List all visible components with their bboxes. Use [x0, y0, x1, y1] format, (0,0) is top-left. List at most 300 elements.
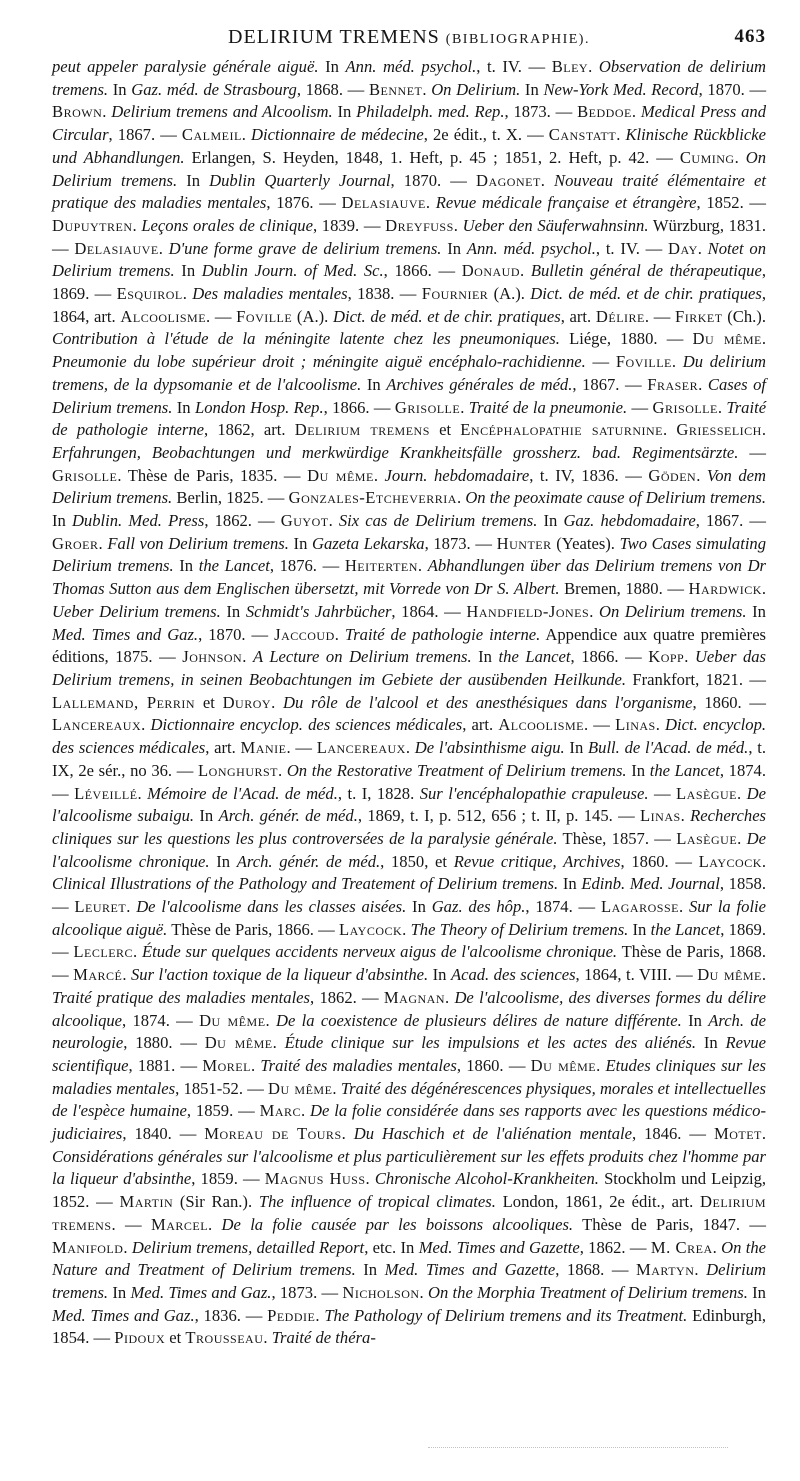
citation-text: .: [520, 261, 531, 281]
work-title: Nouveau traité élémentaire et pratique des maladies mentales: [52, 170, 767, 213]
citation-text: .: [419, 1282, 428, 1302]
citation-text: .: [761, 851, 767, 871]
work-title: Erfahrungen, Beobachtungen und merkwürdige Krankheitsfälle grossherz. bad. Regimentsärzte.: [52, 442, 739, 462]
work-title: Klinische Rückblicke und Abhandlungen.: [52, 125, 767, 167]
work-title: Traité de théra-: [271, 1328, 376, 1348]
work-title: Ueber den Säuferwahnsinn.: [462, 215, 649, 235]
citation-text: , 1867. —: [695, 511, 767, 531]
work-title: Ueber das Delirium tremens, in seinen Beobachtungen im Gebiete der ausübenden Heilkunde.: [52, 647, 767, 689]
author-name: Fraser: [647, 374, 699, 394]
work-title: Fall von Delirium tremens.: [107, 533, 289, 553]
author-name: Firket: [675, 306, 723, 326]
author-name: Calmeil: [181, 125, 242, 145]
author-name: Encéphalopathie saturnine: [460, 420, 663, 440]
author-name: Léveillé: [74, 783, 138, 803]
citation-text: In: [537, 511, 564, 531]
work-title: Archives générales de méd.: [386, 374, 573, 394]
work-title: Des maladies mentales: [192, 284, 348, 304]
citation-text: (A.).: [488, 284, 531, 304]
citation-text: .: [137, 783, 148, 803]
citation-text: , 1862. —: [579, 1237, 651, 1257]
citation-text: .: [453, 215, 463, 235]
author-name: Duroy: [222, 692, 272, 712]
citation-text: et: [429, 420, 461, 440]
citation-text: —: [648, 783, 677, 803]
work-title: the Lancet: [198, 556, 270, 576]
author-name: Laycock: [698, 851, 762, 871]
citation-text: .: [341, 1124, 354, 1144]
author-name: Dupuytren: [52, 215, 133, 235]
citation-text: In: [428, 965, 451, 985]
author-name: M. Crea: [650, 1237, 713, 1257]
citation-text: .: [365, 1169, 375, 1189]
citation-text: In: [177, 170, 210, 190]
citation-text: Frankfort, 1821. —: [626, 669, 766, 689]
author-name: Dreyfuss: [385, 215, 454, 235]
author-name: Delirium tremens: [52, 1192, 766, 1234]
work-title: Gazeta Lekarska: [312, 533, 425, 553]
author-name: Jaccoud: [274, 624, 335, 644]
citation-text: In: [220, 601, 246, 621]
citation-text: , 1864, t. VIII. —: [575, 965, 698, 985]
citation-text: .: [761, 965, 766, 985]
citation-text: , 1860. —: [692, 692, 767, 712]
citation-text: In: [558, 874, 582, 894]
citation-text: Thèse de Paris, 1866. —: [167, 919, 339, 939]
citation-text: .: [208, 1214, 222, 1234]
citation-text: , 1838. —: [347, 284, 422, 304]
citation-text: —: [627, 397, 653, 417]
author-name: Du même: [307, 465, 374, 485]
citation-text: , t. IV. —: [595, 238, 669, 258]
work-title: Medical Press and Circular: [52, 102, 766, 145]
citation-text: (Yeates).: [551, 533, 620, 553]
work-title: Abhandlungen über das Delirium tremens von Dr Thomas Sutton aus dem Englischen übersetzt, mit Vorrede von Dr S. Albert.: [52, 556, 767, 599]
work-title: Ann. méd. psychol.: [345, 57, 477, 76]
work-title: Edinb. Med. Journal: [581, 874, 720, 894]
running-title-main: DELIRIUM TREMENS: [228, 26, 440, 48]
work-title: Schmidt's Jahrbücher: [245, 601, 392, 621]
work-title: Dict. encyclop. des sciences médicales: [52, 715, 767, 758]
citation-text: .: [241, 125, 252, 145]
running-title-subtitle: (BIBLIOGRAPHIE).: [445, 32, 590, 47]
work-title: Pneumonie du lobe supérieur droit ; méningite aiguë encéphalo-rachidienne.: [52, 352, 586, 372]
author-name: Cuming: [679, 147, 735, 167]
citation-text: In: [626, 760, 650, 780]
citation-text: , 1874. —: [525, 897, 601, 917]
work-title: The Pathology of Delirium tremens and its Treatment.: [324, 1305, 688, 1325]
citation-text: .: [460, 397, 469, 417]
citation-text: .: [278, 760, 287, 780]
citation-text: , 1881. —: [128, 1055, 203, 1075]
work-title: Considérations générales sur l'alcoolisme et plus particulièrement sur les effets produits chez l'homme par la liqueur d'absinthe: [52, 1146, 766, 1189]
author-name: Du même: [268, 1078, 333, 1098]
citation-text: , 1852. —: [696, 193, 767, 213]
work-title: Dictionnaire de médecine: [251, 125, 424, 145]
citation-text: .: [663, 420, 677, 440]
citation-text: , 1866. —: [570, 647, 649, 667]
citation-text: .: [182, 284, 193, 304]
citation-text: .: [631, 102, 641, 122]
citation-text: . —: [206, 306, 237, 326]
work-title: On the Nature and Treatment of Delirium tremens.: [52, 1237, 767, 1280]
work-title: Sur la folie alcoolique aiguë.: [52, 897, 767, 939]
author-name: Moreau de Tours: [204, 1124, 342, 1144]
citation-text: .: [402, 919, 411, 939]
author-name: Guyot: [280, 511, 329, 531]
author-name: Du même: [199, 1010, 266, 1030]
citation-text: In: [441, 238, 467, 258]
work-title: On Delirium tremens.: [598, 601, 747, 621]
work-title: Arch. génér. de méd.: [236, 851, 381, 871]
work-title: De l'alcoolisme chronique.: [52, 828, 766, 871]
work-title: the Lancet: [650, 919, 721, 939]
citation-text: . —: [644, 306, 675, 326]
citation-text: .: [122, 965, 131, 985]
work-title: Du delirium tremens, de la dypsomanie et de l'alcoolisme.: [52, 352, 766, 394]
author-name: Morel: [202, 1055, 251, 1075]
citation-text: , 1874. —: [122, 1010, 200, 1030]
citation-text: et: [165, 1328, 186, 1348]
work-title: Étude clinique sur les impulsions et les actes des aliénés.: [284, 1033, 697, 1053]
author-name: Hardwick: [688, 579, 762, 599]
citation-text: , 1867. —: [108, 125, 182, 145]
citation-text: .: [132, 215, 142, 235]
citation-text: , 1840. —: [122, 1124, 205, 1144]
citation-text: Erlangen, S. Heyden, 1848, 1. Heft, p. 45 ; 1851, 2. Heft, p. 42. —: [184, 147, 680, 167]
citation-text: .: [373, 465, 385, 485]
book-page: [52, 22, 766, 1350]
running-head: [52, 22, 766, 52]
work-title: The Theory of Delirium tremens.: [410, 919, 629, 939]
citation-text: .: [425, 193, 436, 213]
author-name: Martyn: [636, 1260, 695, 1280]
author-name: Leuret: [74, 897, 127, 917]
work-title: A Lecture on Delirium tremens.: [252, 647, 472, 667]
author-name: Magnan: [383, 987, 446, 1007]
citation-text: .: [655, 715, 666, 735]
author-name: Beddoe: [577, 102, 632, 122]
author-name: Grisolle: [394, 397, 461, 417]
work-title: Delirium tremens and Alcoolism.: [111, 102, 333, 122]
citation-text: , 1858. —: [52, 874, 766, 917]
author-name: Manifold: [52, 1237, 124, 1257]
citation-text: In: [355, 1260, 385, 1280]
citation-text: , 1859. —: [186, 1101, 260, 1121]
citation-text: , 1864, art.: [52, 284, 767, 326]
work-title: D'une forme grave de delirium tremens.: [168, 238, 442, 258]
citation-text: . —: [286, 738, 317, 758]
work-title: Med. Times and Gazette: [384, 1260, 556, 1280]
work-title: Med. Times and Gazette: [418, 1237, 580, 1257]
author-name: Laycock: [338, 919, 403, 939]
citation-text: In: [681, 1010, 709, 1030]
work-title: the Lancet: [498, 647, 571, 667]
citation-text: , 1866. —: [383, 261, 462, 281]
citation-text: .: [712, 1237, 722, 1257]
citation-text: .: [616, 125, 626, 145]
citation-text: .: [250, 1055, 261, 1075]
work-title: Du rôle de l'alcool et des anesthésiques dans l'organisme: [282, 692, 693, 712]
author-name: Groer: [52, 533, 99, 553]
citation-text: , 1839. —: [312, 215, 386, 235]
citation-text: Edinburgh, 1854. —: [52, 1305, 766, 1348]
work-title: De l'alcoolisme dans les classes aisées.: [136, 897, 407, 917]
citation-text: Appendice aux quatre premières éditions, 1875. —: [52, 624, 767, 667]
citation-text: .: [98, 533, 108, 553]
citation-text: .: [263, 1328, 272, 1348]
work-title: Traité de la pneumonie.: [468, 397, 628, 417]
citation-text: London, 1861, 2e édit., art.: [495, 1192, 701, 1212]
author-name: Martin: [119, 1192, 174, 1212]
citation-text: In: [173, 556, 199, 576]
citation-text: .: [671, 352, 683, 372]
author-name: Alcoolisme: [120, 306, 207, 326]
citation-text: In: [332, 102, 357, 122]
work-title: Gaz. méd. de Strasbourg: [131, 79, 297, 99]
citation-text: , 1874. —: [52, 760, 766, 803]
citation-text: .: [417, 556, 428, 576]
citation-text: , 1851-52. —: [175, 1078, 269, 1098]
citation-text: , 1869. —: [52, 261, 767, 304]
citation-text: .: [141, 715, 151, 735]
work-title: Etudes cliniques sur les maladies mentales: [52, 1055, 766, 1098]
citation-text: , 1836. —: [194, 1305, 268, 1325]
work-title: Delirium tremens.: [52, 1260, 767, 1302]
citation-text: , 1870. —: [390, 170, 476, 190]
work-title: Revue scientifique: [52, 1033, 766, 1075]
citation-text: .: [698, 374, 708, 394]
work-title: The influence of tropical climates.: [258, 1192, 496, 1212]
work-title: De l'absinthisme aigu.: [414, 738, 565, 758]
citation-text: , art.: [560, 306, 596, 326]
work-title: the Lancet: [649, 760, 720, 780]
citation-text: . Thèse de Paris, 1835. —: [117, 465, 308, 485]
citation-text: In: [318, 57, 346, 76]
work-title: Dublin Journ. of Med. Sc.: [201, 261, 384, 281]
author-name: Kopp: [648, 647, 685, 667]
citation-text: In: [520, 79, 544, 99]
author-name: Göden: [648, 465, 697, 485]
citation-text: .: [271, 692, 283, 712]
work-title: Sur l'action toxique de la liqueur d'absinthe.: [130, 965, 429, 985]
citation-text: .: [158, 238, 169, 258]
work-title: On Delirium.: [431, 79, 521, 99]
author-name: Grisolle: [652, 397, 718, 417]
citation-text: , 1869, t. I, p. 512, 656 ; t. II, p. 145. —: [357, 806, 641, 826]
work-title: On the peoximate cause of Delirium tremens.: [465, 488, 767, 508]
author-name: Donaud: [461, 261, 521, 281]
author-name: Lallemand, Perrin: [52, 692, 196, 712]
citation-text: .: [696, 465, 707, 485]
author-name: Du même: [697, 965, 762, 985]
citation-text: .: [761, 329, 766, 349]
work-title: On Delirium tremens.: [52, 147, 767, 190]
citation-text: . —: [111, 1214, 151, 1234]
author-name: Linas: [615, 715, 656, 735]
citation-text: —: [738, 442, 766, 462]
citation-text: .: [680, 806, 691, 826]
citation-text: .: [737, 828, 747, 848]
citation-text: In: [172, 397, 195, 417]
author-name: Linas: [640, 806, 681, 826]
work-title: Étude sur quelques accidents nerveux aigus de l'alcoolisme chronique.: [142, 942, 618, 962]
citation-text: , 1876. —: [266, 193, 342, 213]
citation-text: .: [761, 420, 766, 440]
citation-text: In: [52, 511, 72, 531]
citation-text: . —: [583, 715, 616, 735]
citation-text: , 1873. —: [424, 533, 497, 553]
work-title: Traité des dégénérescences physiques, morales et intellectuelles de l'espèce humaine: [52, 1078, 767, 1121]
citation-text: , 1862, art.: [204, 420, 295, 440]
work-title: Revue critique, Archives: [453, 851, 621, 871]
author-name: Delasiauve: [341, 193, 426, 213]
author-name: Griesselich: [676, 420, 762, 440]
citation-text: In: [747, 1282, 766, 1302]
citation-text: .: [588, 57, 599, 76]
citation-text: .: [445, 987, 455, 1007]
author-name: Du même: [692, 329, 762, 349]
work-title: Traité pratique des maladies mentales: [52, 987, 311, 1007]
work-title: Observation de delirium tremens.: [52, 57, 766, 99]
work-title: Gaz. des hôp.: [431, 897, 526, 917]
work-title: Arch. de neurologie: [52, 1010, 766, 1053]
author-name: Foville: [236, 306, 293, 326]
citation-text: In: [108, 1282, 131, 1302]
citation-text: In: [194, 806, 219, 826]
citation-text: .: [405, 738, 415, 758]
author-name: Marcel: [150, 1214, 209, 1234]
author-name: Fournier: [421, 284, 489, 304]
author-name: Marc: [259, 1101, 301, 1121]
citation-text: In: [108, 79, 132, 99]
author-name: Alcoolisme: [498, 715, 584, 735]
citation-text: , 1873. —: [504, 102, 578, 122]
citation-text: .: [761, 1124, 767, 1144]
work-title: De la coexistence de plusieurs délires de nature différente.: [276, 1010, 682, 1030]
author-name: Day: [668, 238, 698, 258]
citation-text: In: [288, 533, 313, 553]
author-name: Pidoux: [114, 1328, 166, 1348]
author-name: Bennet: [368, 79, 423, 99]
citation-text: Bremen, 1880. —: [559, 579, 689, 599]
citation-text: In: [174, 261, 202, 281]
citation-text: , art.: [205, 738, 241, 758]
citation-text: Berlin, 1825. —: [172, 488, 289, 508]
citation-text: , t. IV, 1836. —: [529, 465, 649, 485]
work-title: Du Haschich et de l'aliénation mentale: [353, 1124, 633, 1144]
citation-text: Liége, 1880. —: [559, 329, 693, 349]
work-title: Ann. méd. psychol.: [466, 238, 596, 258]
author-name: Lagarosse: [600, 897, 679, 917]
author-name: Dagonet: [475, 170, 541, 190]
citation-text: .: [596, 1055, 606, 1075]
work-title: Dublin Quarterly Journal: [209, 170, 391, 190]
author-name: Bley: [551, 57, 589, 76]
work-title: New-York Med. Record: [543, 79, 699, 99]
work-title: Notet on Delirium tremens.: [52, 238, 766, 281]
citation-text: .: [734, 147, 746, 167]
work-title: London Hosp. Rep.: [195, 397, 324, 417]
author-name: Lancereaux: [52, 715, 142, 735]
work-title: Acad. des sciences: [450, 965, 576, 985]
work-title: Leçons orales de clinique: [141, 215, 313, 235]
author-name: Peddie: [267, 1305, 316, 1325]
citation-text: , 1864. —: [391, 601, 467, 621]
citation-text: , 2e édit., t. X. —: [423, 125, 549, 145]
author-name: Magnus Huss: [264, 1169, 366, 1189]
citation-text: .: [126, 897, 137, 917]
work-title: On the Restorative Treatment of Delirium tremens.: [286, 760, 627, 780]
citation-text: In: [696, 1033, 726, 1053]
citation-text: (A.).: [292, 306, 333, 326]
bibliography-text: [52, 56, 766, 1350]
work-title: Med. Times and Gaz.: [52, 1305, 195, 1325]
work-title: Cases of Delirium tremens.: [52, 374, 767, 417]
work-title: Traité de pathologie interne.: [344, 624, 541, 644]
citation-text: .: [265, 1010, 276, 1030]
work-title: Recherches cliniques sur les questions les plus controversées de la paralysie générale.: [52, 806, 767, 848]
citation-text: .: [589, 601, 599, 621]
citation-text: .: [761, 579, 767, 599]
citation-text: , 1873. —: [271, 1282, 343, 1302]
work-title: Bull. de l'Acad. de méd.: [588, 738, 749, 758]
work-title: De l'alcoolisme subaigu.: [52, 783, 766, 826]
scan-smudge: [428, 1447, 728, 1454]
citation-text: In: [628, 919, 651, 939]
author-name: Leclerc: [73, 942, 134, 962]
citation-text: .: [301, 1101, 311, 1121]
author-name: Delasiauve: [74, 238, 159, 258]
author-name: Esquirol: [116, 284, 183, 304]
citation-text: , 1862. —: [310, 987, 384, 1007]
citation-text: , etc. In: [364, 1237, 419, 1257]
citation-text: .: [540, 170, 555, 190]
author-name: Gonzales-Etcheverria: [288, 488, 457, 508]
citation-text: , 1868. —: [296, 79, 369, 99]
author-name: Manie: [240, 738, 287, 758]
citation-text: .: [332, 1078, 341, 1098]
work-title: Chronische Alcohol-Krankheiten.: [374, 1169, 599, 1189]
citation-text: .: [456, 488, 466, 508]
work-title: Arch. génér. de méd.: [218, 806, 358, 826]
work-title: Philadelph. med. Rep.: [356, 102, 505, 122]
citation-text: .: [102, 102, 112, 122]
citation-text: .: [717, 397, 727, 417]
citation-text: .: [422, 79, 432, 99]
citation-text: In: [746, 601, 766, 621]
citation-text: , art.: [462, 715, 499, 735]
citation-text: Thèse de Paris, 1868. —: [52, 942, 766, 985]
citation-text: .: [328, 511, 339, 531]
work-title: De la folie considérée dans ses rapports avec les questions médico-judiciaires: [52, 1101, 766, 1144]
citation-text: .: [678, 897, 689, 917]
work-title: Bulletin général de thérapeutique: [530, 261, 762, 281]
author-name: Grisolle: [52, 465, 118, 485]
citation-text: .: [133, 942, 143, 962]
citation-text: , t. IX, 2e sér., no 36. —: [52, 738, 766, 780]
author-name: Hunter: [496, 533, 552, 553]
author-name: Du même: [204, 1033, 273, 1053]
citation-text: , t. I, 1828.: [337, 783, 420, 803]
citation-text: In: [406, 897, 432, 917]
work-title: Dictionnaire encyclop. des sciences médicales: [150, 715, 463, 735]
citation-text: , t. IV. —: [476, 57, 552, 76]
citation-text: In: [564, 738, 589, 758]
running-title: [52, 26, 766, 49]
author-name: Heiterten: [344, 556, 418, 576]
citation-text: Thèse, 1857. —: [557, 828, 677, 848]
